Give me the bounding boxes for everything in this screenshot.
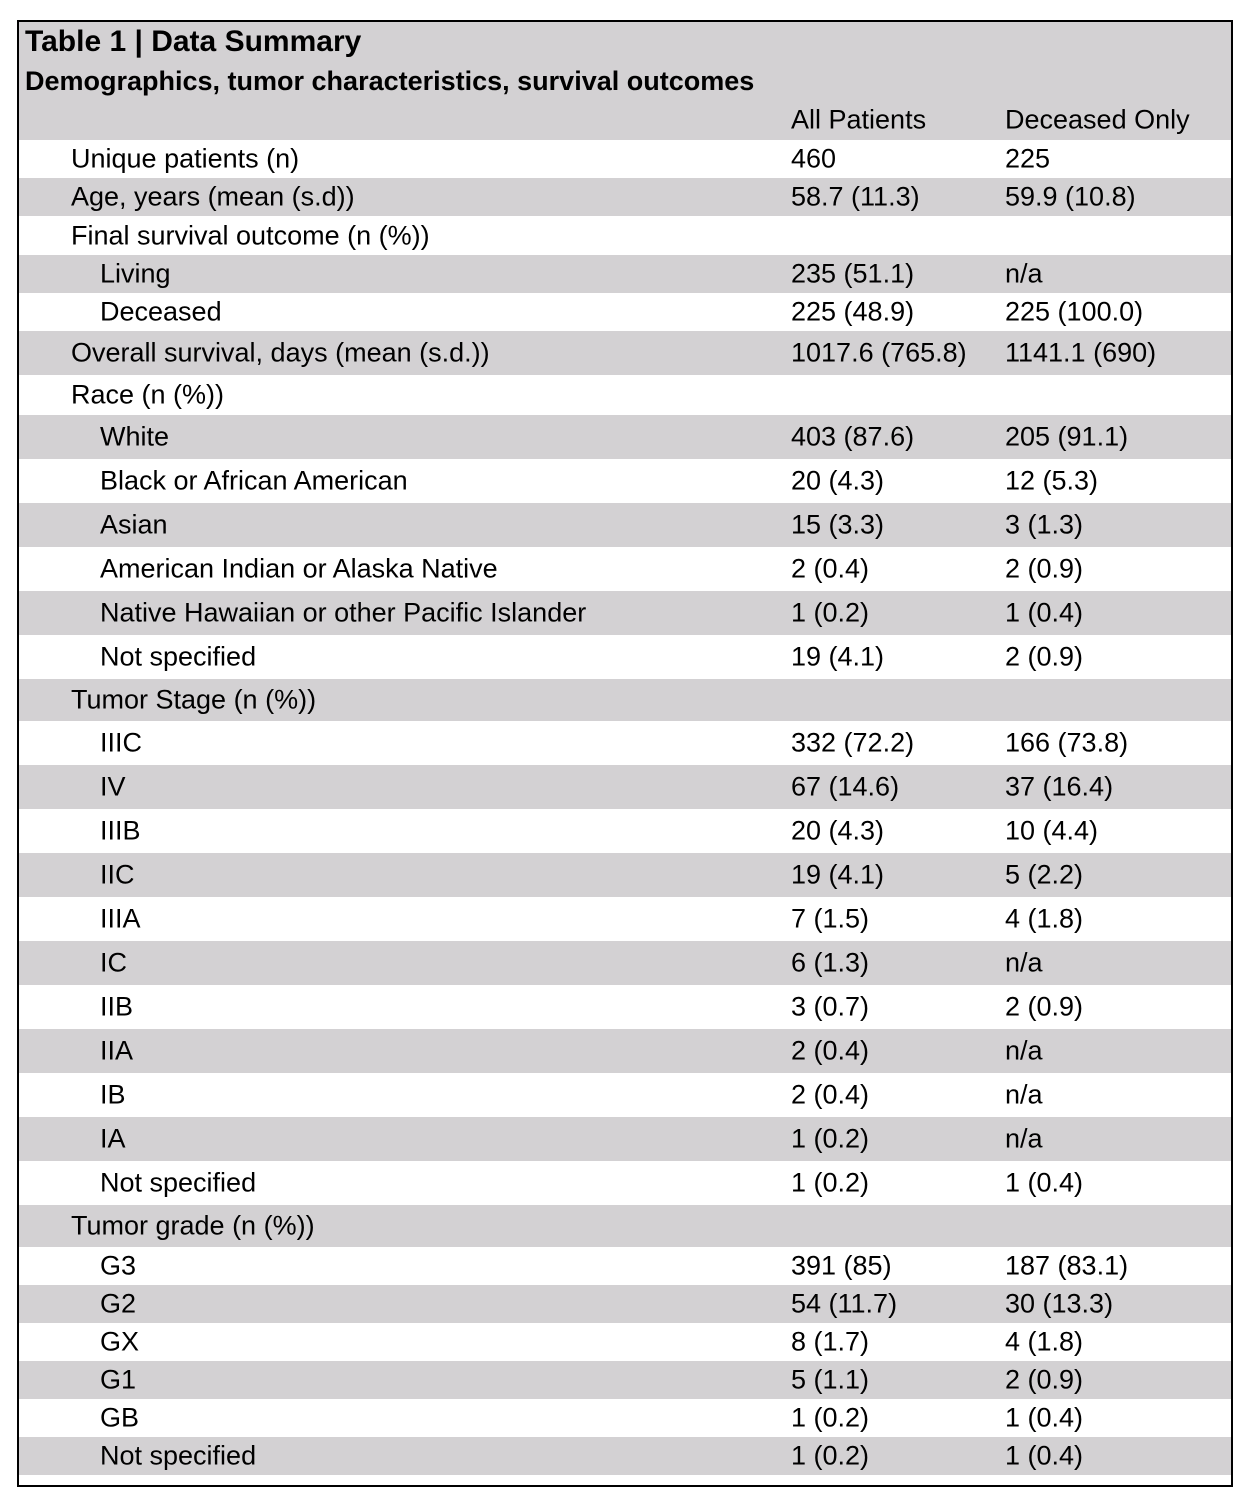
row-label: Tumor Stage (n (%))	[71, 684, 317, 715]
row-label: IIA	[100, 1035, 134, 1066]
all-patients-value: 5 (1.1)	[791, 1364, 870, 1395]
deceased-only-value: 37 (16.4)	[1005, 771, 1114, 802]
deceased-only-value: 4 (1.8)	[1005, 1326, 1084, 1357]
table-row	[19, 140, 1231, 178]
table-row	[19, 293, 1231, 331]
table-frame	[17, 20, 1233, 1487]
deceased-only-value: 2 (0.9)	[1005, 1364, 1084, 1395]
column-header-all-patients: All Patients	[791, 104, 927, 135]
all-patients-value: 3 (0.7)	[791, 991, 870, 1022]
row-label: Tumor grade (n (%))	[71, 1210, 315, 1241]
row-label: Final survival outcome (n (%))	[71, 220, 430, 250]
row-label: IIB	[100, 991, 134, 1022]
row-label: IA	[100, 1123, 126, 1154]
table-row	[19, 1073, 1231, 1117]
table-row	[19, 375, 1231, 415]
row-label: Not specified	[100, 1440, 257, 1471]
table-row	[19, 853, 1231, 897]
table-row	[19, 547, 1231, 591]
row-label: Native Hawaiian or other Pacific Islander	[100, 597, 587, 628]
row-label: G2	[100, 1288, 137, 1319]
row-label: Deceased	[100, 296, 222, 327]
deceased-only-value: 187 (83.1)	[1005, 1250, 1129, 1281]
deceased-only-value: 30 (13.3)	[1005, 1288, 1114, 1319]
deceased-only-value: 1 (0.4)	[1005, 1167, 1084, 1198]
all-patients-value: 6 (1.3)	[791, 947, 870, 978]
deceased-only-value: 59.9 (10.8)	[1005, 181, 1136, 212]
table-row	[19, 1285, 1231, 1323]
table-row	[19, 255, 1231, 293]
table-row	[19, 503, 1231, 547]
all-patients-value: 54 (11.7)	[791, 1288, 898, 1319]
table-row	[19, 1161, 1231, 1205]
row-label: Living	[100, 258, 171, 289]
all-patients-value: 1 (0.2)	[791, 1402, 870, 1433]
deceased-only-value: 2 (0.9)	[1005, 991, 1084, 1022]
row-label: IC	[100, 947, 127, 978]
all-patients-value: 8 (1.7)	[791, 1326, 870, 1357]
deceased-only-value: 205 (91.1)	[1005, 421, 1129, 452]
deceased-only-value: n/a	[1005, 1079, 1043, 1110]
row-label: Race (n (%))	[71, 379, 225, 410]
table-row	[19, 679, 1231, 721]
all-patients-value: 1 (0.2)	[791, 1123, 870, 1154]
deceased-only-value: n/a	[1005, 1123, 1043, 1154]
row-label: IIIC	[100, 727, 143, 758]
row-label: IIIB	[100, 815, 141, 846]
table-title: Table 1 | Data Summary	[25, 25, 362, 58]
all-patients-value: 1017.6 (765.8)	[791, 337, 967, 368]
row-label: White	[100, 421, 170, 452]
deceased-only-value: 2 (0.9)	[1005, 553, 1084, 584]
row-label: GX	[100, 1326, 140, 1357]
all-patients-value: 235 (51.1)	[791, 258, 915, 289]
all-patients-value: 2 (0.4)	[791, 1079, 870, 1110]
table-row	[19, 1117, 1231, 1161]
row-label: Asian	[100, 509, 168, 540]
table-row	[19, 459, 1231, 503]
table-row	[19, 1437, 1231, 1475]
table-row	[19, 635, 1231, 679]
deceased-only-value: 225	[1005, 143, 1051, 174]
deceased-only-value: 1 (0.4)	[1005, 597, 1084, 628]
table-header-band	[19, 22, 1231, 140]
row-label: G3	[100, 1250, 137, 1281]
all-patients-value: 1 (0.2)	[791, 1167, 870, 1198]
all-patients-value: 2 (0.4)	[791, 553, 870, 584]
deceased-only-value: n/a	[1005, 1035, 1043, 1066]
all-patients-value: 19 (4.1)	[791, 859, 885, 890]
table-row	[19, 985, 1231, 1029]
table-row	[19, 1399, 1231, 1437]
deceased-only-value: 3 (1.3)	[1005, 509, 1084, 540]
table-row	[19, 331, 1231, 375]
all-patients-value: 1 (0.2)	[791, 1440, 870, 1471]
row-label: IB	[100, 1079, 126, 1110]
deceased-only-value: 12 (5.3)	[1005, 465, 1099, 496]
deceased-only-value: 225 (100.0)	[1005, 296, 1144, 327]
all-patients-value: 19 (4.1)	[791, 641, 885, 672]
all-patients-value: 332 (72.2)	[791, 727, 915, 758]
table-subtitle: Demographics, tumor characteristics, survival outcomes	[25, 66, 755, 96]
row-label: Not specified	[100, 641, 257, 672]
deceased-only-value: n/a	[1005, 258, 1043, 289]
table-row	[19, 765, 1231, 809]
table-row	[19, 1205, 1231, 1247]
all-patients-value: 403 (87.6)	[791, 421, 915, 452]
all-patients-value: 2 (0.4)	[791, 1035, 870, 1066]
row-label: IIIA	[100, 903, 141, 934]
table-row	[19, 1247, 1231, 1285]
deceased-only-value: 4 (1.8)	[1005, 903, 1084, 934]
all-patients-value: 15 (3.3)	[791, 509, 885, 540]
deceased-only-value: 1141.1 (690)	[1005, 337, 1157, 368]
all-patients-value: 225 (48.9)	[791, 296, 915, 327]
table-row	[19, 1029, 1231, 1073]
row-label: Unique patients (n)	[71, 143, 300, 174]
deceased-only-value: 10 (4.4)	[1005, 815, 1099, 846]
all-patients-value: 460	[791, 143, 837, 174]
deceased-only-value: 2 (0.9)	[1005, 641, 1084, 672]
deceased-only-value: 1 (0.4)	[1005, 1440, 1084, 1471]
deceased-only-value: 5 (2.2)	[1005, 859, 1084, 890]
table-row	[19, 809, 1231, 853]
row-label: Not specified	[100, 1167, 257, 1198]
column-header-deceased-only: Deceased Only	[1005, 104, 1190, 135]
all-patients-value: 58.7 (11.3)	[791, 181, 920, 212]
deceased-only-value: 166 (73.8)	[1005, 727, 1129, 758]
all-patients-value: 20 (4.3)	[791, 815, 885, 846]
table-row	[19, 897, 1231, 941]
deceased-only-value: n/a	[1005, 947, 1043, 978]
all-patients-value: 67 (14.6)	[791, 771, 900, 802]
row-label: IIC	[100, 859, 135, 890]
row-label: Age, years (mean (s.d))	[71, 181, 355, 212]
all-patients-value: 1 (0.2)	[791, 597, 870, 628]
row-label: American Indian or Alaska Native	[100, 553, 498, 584]
all-patients-value: 7 (1.5)	[791, 903, 870, 934]
table-row	[19, 941, 1231, 985]
row-label: GB	[100, 1402, 140, 1433]
all-patients-value: 20 (4.3)	[791, 465, 885, 496]
row-label: IV	[100, 771, 126, 802]
column-headers	[19, 100, 1231, 140]
table-row	[19, 721, 1231, 765]
row-label: Overall survival, days (mean (s.d.))	[71, 337, 490, 368]
all-patients-value: 391 (85)	[791, 1250, 892, 1281]
row-label: Black or African American	[100, 465, 408, 496]
table-row	[19, 178, 1231, 216]
deceased-only-value: 1 (0.4)	[1005, 1402, 1084, 1433]
table-row	[19, 591, 1231, 635]
table-row	[19, 1361, 1231, 1399]
table-row	[19, 1323, 1231, 1361]
table-row	[19, 415, 1231, 459]
table-row	[19, 216, 1231, 255]
row-label: G1	[100, 1364, 137, 1395]
table-body	[19, 140, 1231, 1475]
